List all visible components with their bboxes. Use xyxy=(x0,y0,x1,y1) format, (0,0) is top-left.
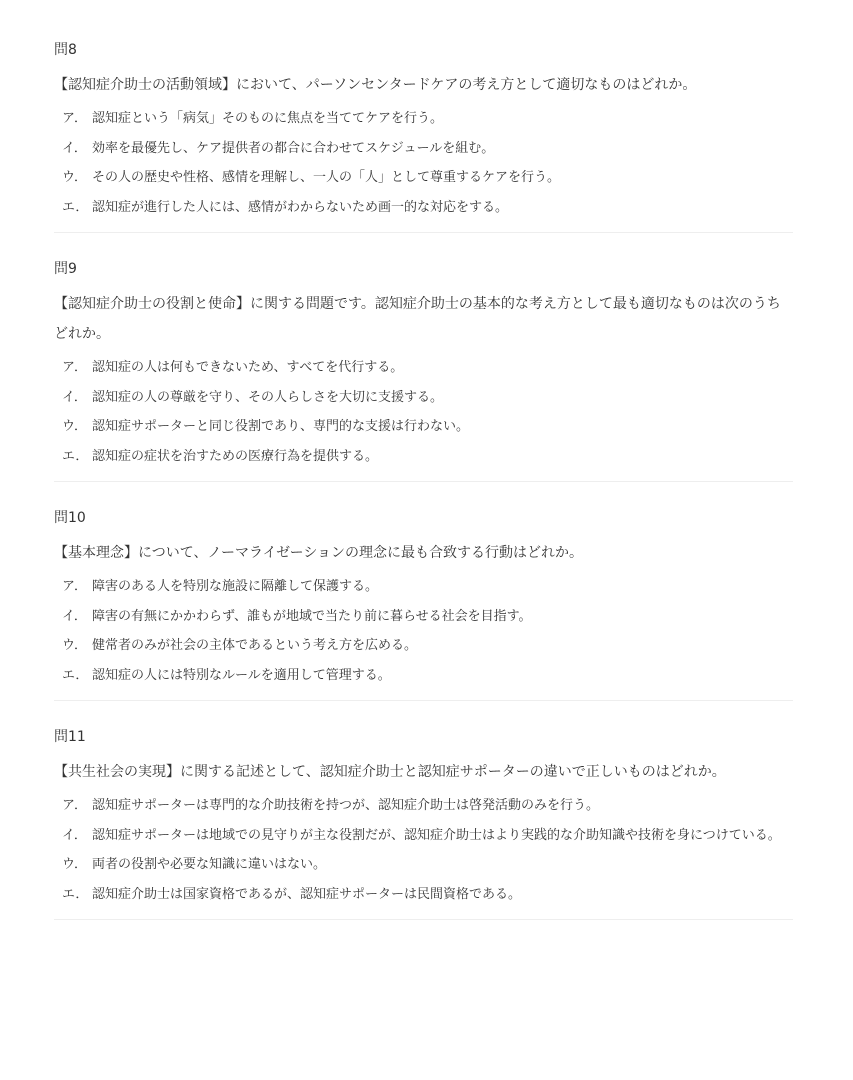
option-text: 認知症の人は何もできないため、すべてを代行する。 xyxy=(92,360,404,375)
option-u[interactable] xyxy=(62,163,793,193)
question-number: 問9 xyxy=(54,261,77,277)
option-list xyxy=(54,791,793,909)
option-i[interactable] xyxy=(62,134,793,164)
option-mark: ア． xyxy=(62,111,87,126)
option-mark: イ． xyxy=(62,827,87,843)
option-e[interactable] xyxy=(62,880,793,910)
option-text: 両者の役割や必要な知識に違いはない。 xyxy=(92,857,327,872)
option-a[interactable] xyxy=(62,104,793,134)
question-text: 【認知症介助士の役割と使命】に関する問題です。認知症介助士の基本的な考え方として最も適切なものは次のうちどれか。 xyxy=(54,296,781,342)
question-number: 問10 xyxy=(54,510,86,526)
option-text: 認知症の人の尊厳を守り、その人らしさを大切に支援する。 xyxy=(92,389,444,405)
option-mark: ア． xyxy=(62,579,87,594)
question-9 xyxy=(54,259,793,482)
question-number: 問8 xyxy=(54,42,77,58)
option-i[interactable] xyxy=(62,602,793,632)
question-10 xyxy=(54,508,793,701)
question-number: 問11 xyxy=(54,729,86,745)
option-e[interactable] xyxy=(62,442,793,472)
option-text: 認知症介助士は国家資格であるが、認知症サポーターは民間資格である。 xyxy=(92,886,522,902)
question-text: 【認知症介助士の活動領域】において、パーソンセンタードケアの考え方として適切なものはどれか。 xyxy=(54,77,697,93)
question-text: 【基本理念】について、ノーマライゼーションの理念に最も合致する行動はどれか。 xyxy=(54,545,584,561)
option-text: 効率を最優先し、ケア提供者の都合に合わせてスケジュールを組む。 xyxy=(92,140,495,156)
option-e[interactable] xyxy=(62,661,793,691)
option-mark: エ． xyxy=(62,886,89,902)
question-8 xyxy=(54,40,793,233)
option-mark: イ． xyxy=(62,140,87,156)
option-mark: イ． xyxy=(62,608,87,624)
option-i[interactable] xyxy=(62,383,793,413)
option-mark: ウ． xyxy=(62,419,87,434)
option-text: 認知症が進行した人には、感情がわからないため画一的な対応をする。 xyxy=(92,199,509,215)
option-text: 健常者のみが社会の主体であるという考え方を広める。 xyxy=(92,638,418,653)
option-text: 認知症の症状を治すための医療行為を提供する。 xyxy=(92,448,379,464)
option-i[interactable] xyxy=(62,821,793,851)
question-11 xyxy=(54,727,793,920)
option-text: 認知症サポーターは地域での見守りが主な役割だが、認知症介助士はより実践的な介助知識や技術を身につけている。 xyxy=(92,827,781,843)
option-text: 認知症サポーターは専門的な介助技術を持つが、認知症介助士は啓発活動のみを行う。 xyxy=(92,798,600,813)
option-u[interactable] xyxy=(62,631,793,661)
option-mark: イ． xyxy=(62,389,87,405)
option-a[interactable] xyxy=(62,572,793,602)
option-text: 障害の有無にかかわらず、誰もが地域で当たり前に暮らせる社会を目指す。 xyxy=(92,608,532,624)
option-mark: エ． xyxy=(62,448,89,464)
option-text: 認知症サポーターと同じ役割であり、専門的な支援は行わない。 xyxy=(92,419,470,434)
option-mark: ウ． xyxy=(62,170,87,185)
option-mark: ウ． xyxy=(62,638,87,653)
option-text: 障害のある人を特別な施設に隔離して保護する。 xyxy=(92,579,379,594)
option-list xyxy=(54,353,793,471)
option-text: 認知症の人には特別なルールを適用して管理する。 xyxy=(92,667,391,683)
option-text: その人の歴史や性格、感情を理解し、一人の「人」として尊重するケアを行う。 xyxy=(92,170,561,185)
option-a[interactable] xyxy=(62,353,793,383)
option-mark: ア． xyxy=(62,798,87,813)
option-u[interactable] xyxy=(62,850,793,880)
option-mark: ア． xyxy=(62,360,87,375)
option-e[interactable] xyxy=(62,193,793,223)
option-list xyxy=(54,572,793,690)
option-mark: エ． xyxy=(62,199,89,215)
question-text: 【共生社会の実現】に関する記述として、認知症介助士と認知症サポーターの違いで正しいものはどれか。 xyxy=(54,764,726,780)
option-mark: ウ． xyxy=(62,857,87,872)
option-mark: エ． xyxy=(62,667,89,683)
option-list xyxy=(54,104,793,222)
option-text: 認知症という「病気」そのものに焦点を当ててケアを行う。 xyxy=(92,111,444,126)
option-u[interactable] xyxy=(62,412,793,442)
option-a[interactable] xyxy=(62,791,793,821)
